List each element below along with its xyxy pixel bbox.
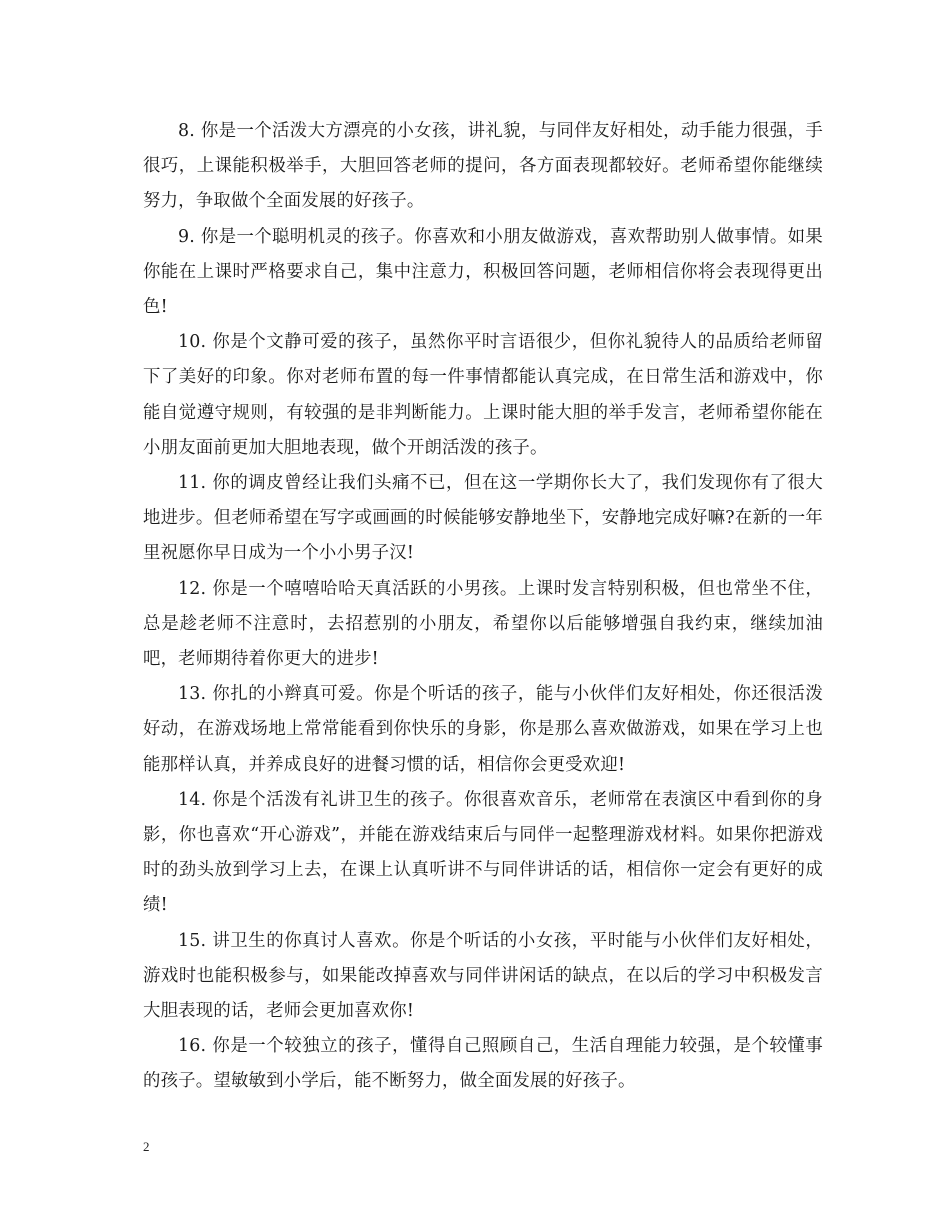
page-number: 2	[143, 1139, 150, 1154]
paragraph-item-14: 14. 你是个活泼有礼讲卫生的孩子。你很喜欢音乐，老师常在表演区中看到你的身影，你也喜欢“开心游戏”，并能在游戏结束后与同伴一起整理游戏材料。如果你把游戏时的劲头放到学习上去，在课上认真听讲不与同伴讲话的话，相信你一定会有更好的成绩!	[143, 789, 823, 916]
paragraph-item-8: 8. 你是一个活泼大方漂亮的小女孩，讲礼貌，与同伴友好相处，动手能力很强，手很巧，上课能积极举手，大胆回答老师的提问，各方面表现都较好。老师希望你能继续努力，争取做个全面发展的好孩子。	[143, 121, 823, 212]
document-body	[143, 114, 823, 1100]
paragraph-item-10: 10. 你是个文静可爱的孩子，虽然你平时言语很少，但你礼貌待人的品质给老师留下了美好的印象。你对老师布置的每一件事情都能认真完成，在日常生活和游戏中，你能自觉遵守规则，有较强的是非判断能力。上课时能大胆的举手发言，老师希望你能在小朋友面前更加大胆地表现，做个开朗活泼的孩子。	[143, 332, 823, 458]
paragraph-item-11: 11. 你的调皮曾经让我们头痛不已，但在这一学期你长大了，我们发现你有了很大地进步。但老师希望在写字或画画的时候能够安静地坐下，安静地完成好嘛?在新的一年里祝愿你早日成为一个小小男子汉!	[143, 473, 823, 564]
paragraph-item-16: 16. 你是一个较独立的孩子，懂得自己照顾自己，生活自理能力较强，是个较懂事的孩子。望敏敏到小学后，能不断努力，做全面发展的好孩子。	[143, 1036, 823, 1092]
paragraph-item-9: 9. 你是一个聪明机灵的孩子。你喜欢和小朋友做游戏，喜欢帮助别人做事情。如果你能在上课时严格要求自己，集中注意力，积极回答问题，老师相信你将会表现得更出色!	[143, 226, 823, 318]
paragraph-item-13: 13. 你扎的小辫真可爱。你是个听话的孩子，能与小伙伴们友好相处，你还很活泼好动，在游戏场地上常常能看到你快乐的身影，你是那么喜欢做游戏，如果在学习上也能那样认真，并养成良好的进餐习惯的话，相信你会更受欢迎!	[143, 684, 823, 775]
paragraph-item-12: 12. 你是一个嘻嘻哈哈天真活跃的小男孩。上课时发言特别积极，但也常坐不住，总是趁老师不注意时，去招惹别的小朋友，希望你以后能够增强自我约束，继续加油吧，老师期待着你更大的进步!	[143, 578, 823, 670]
paragraph-item-15: 15. 讲卫生的你真讨人喜欢。你是个听话的小女孩，平时能与小伙伴们友好相处，游戏时也能积极参与，如果能改掉喜欢与同伴讲闲话的缺点，在以后的学习中积极发言大胆表现的话，老师会更加喜欢你!	[143, 930, 823, 1022]
